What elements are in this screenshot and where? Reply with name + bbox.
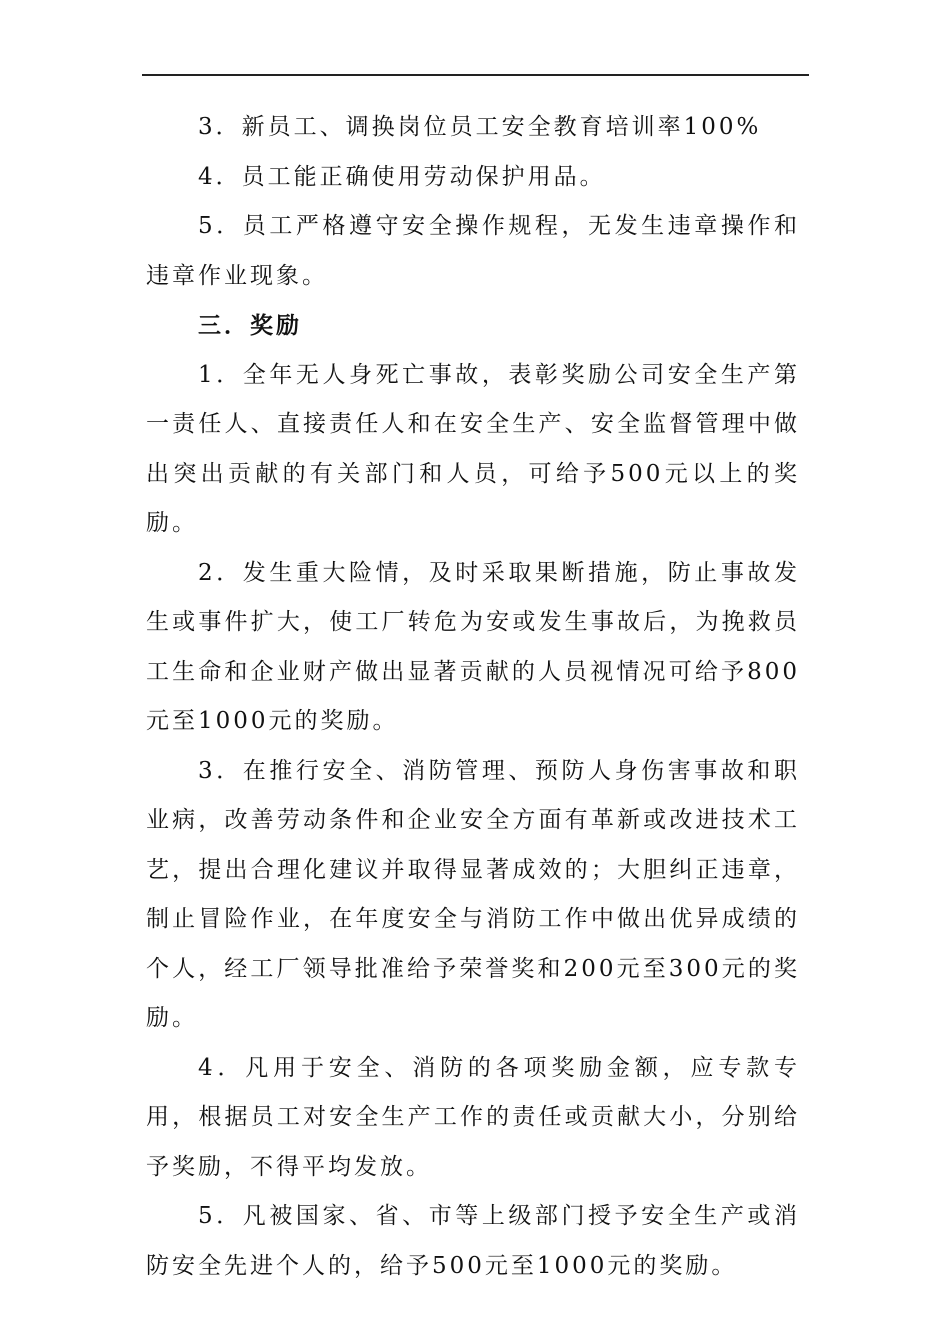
paragraph-reward-3: 3．在推行安全、消防管理、预防人身伤害事故和职业病，改善劳动条件和企业安全方面有革新或改进技术工艺，提出合理化建议并取得显著成效的；大胆纠正违章，制止冒险作业，在年度安全与消防工作中做出优异成绩的个人，经工厂领导批准给予荣誉奖和200元至300元的奖励。	[146, 757, 800, 1031]
section-heading-rewards: 三．奖励	[198, 312, 302, 339]
paragraph-reward-1: 1．全年无人身死亡事故，表彰奖励公司安全生产第一责任人、直接责任人和在安全生产、安全监督管理中做出突出贡献的有关部门和人员，可给予500元以上的奖励。	[146, 361, 800, 536]
header-rule	[142, 74, 809, 76]
paragraph-operating-rules: 5．员工严格遵守安全操作规程，无发生违章操作和违章作业现象。	[146, 213, 800, 289]
paragraph-protective-equipment: 4．员工能正确使用劳动保护用品。	[198, 163, 606, 190]
paragraph-training-rate: 3．新员工、调换岗位员工安全教育培训率100%	[198, 114, 762, 140]
paragraph-reward-2: 2．发生重大险情，及时采取果断措施，防止事故发生或事件扩大，使工厂转危为安或发生事故后，为挽救员工生命和企业财产做出显著贡献的人员视情况可给予800元至1000元的奖励。	[146, 559, 800, 734]
paragraph-reward-4: 4．凡用于安全、消防的各项奖励金额，应专款专用，根据员工对安全生产工作的责任或贡献大小，分别给予奖励，不得平均发放。	[146, 1054, 800, 1180]
paragraph-reward-5: 5．凡被国家、省、市等上级部门授予安全生产或消防安全先进个人的，给予500元至1000元的奖励。	[146, 1203, 800, 1279]
document-body	[146, 103, 800, 1291]
